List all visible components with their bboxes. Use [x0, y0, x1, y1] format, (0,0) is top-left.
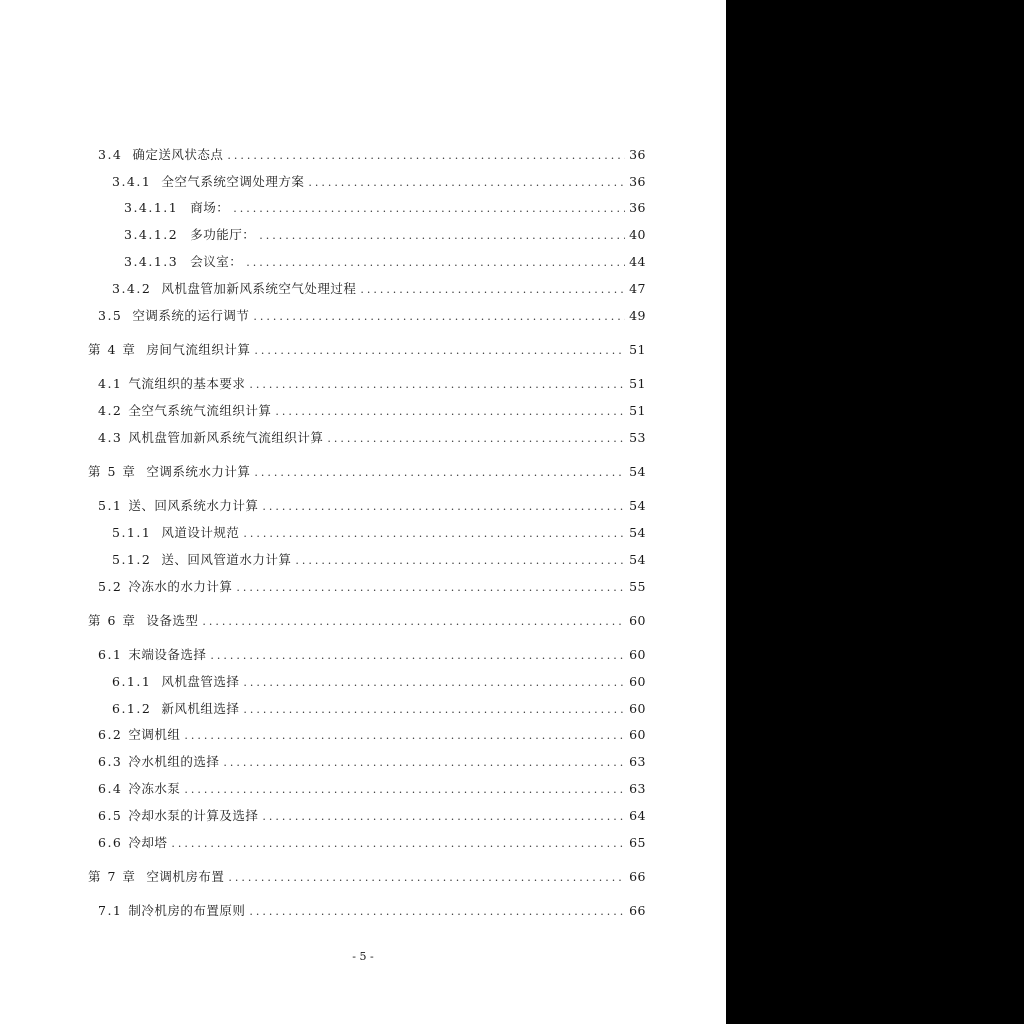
- toc-entry[interactable]: [98, 780, 646, 798]
- toc-entry-number: 6.1.1: [112, 674, 152, 689]
- toc-entry-page-number: 54: [629, 498, 646, 513]
- toc-entry-number: 3.4.1.1: [124, 200, 179, 215]
- toc-dot-leader: [360, 281, 625, 299]
- toc-entry-number: 6.1: [98, 647, 123, 662]
- toc-dot-leader: [202, 613, 625, 631]
- toc-entry-title: 空调机房布置: [146, 869, 225, 884]
- toc-entry-number: 3.4.1: [112, 174, 152, 189]
- toc-dot-leader: [171, 835, 625, 853]
- toc-entry-page-number: 63: [629, 754, 646, 769]
- toc-dot-leader: [184, 727, 625, 745]
- toc-entry[interactable]: [112, 524, 646, 542]
- toc-entry-title: 设备选型: [146, 613, 199, 628]
- toc-entry[interactable]: [124, 199, 646, 217]
- toc-entry-page-number: 65: [629, 835, 646, 850]
- toc-entry-number: 6.1.2: [112, 701, 152, 716]
- toc-entry-title: 全空气系统空调处理方案: [161, 174, 305, 189]
- toc-entry-number: 7.1: [98, 903, 123, 918]
- toc-dot-leader: [243, 525, 625, 543]
- toc-entry[interactable]: [88, 463, 646, 481]
- toc-entry[interactable]: [98, 753, 646, 771]
- toc-entry-number: 4.1: [98, 376, 123, 391]
- toc-entry-title: 空调系统水力计算: [146, 464, 251, 479]
- toc-entry-number: 3.5: [98, 308, 123, 323]
- toc-entry[interactable]: [98, 497, 646, 515]
- toc-entry-page-number: 60: [629, 674, 646, 689]
- toc-entry-number: 5.2: [98, 579, 123, 594]
- toc-dot-leader: [262, 498, 625, 516]
- toc-entry-title: 送、回风管道水力计算: [161, 552, 292, 567]
- toc-dot-leader: [249, 903, 625, 921]
- toc-dot-leader: [308, 174, 625, 192]
- toc-entry[interactable]: [112, 700, 646, 718]
- toc-entry[interactable]: [124, 253, 646, 271]
- toc-entry[interactable]: [98, 402, 646, 420]
- toc-entry-page-number: 40: [629, 227, 646, 242]
- toc-entry-page-number: 55: [629, 579, 646, 594]
- toc-entry-title: 冷冻水的水力计算: [128, 579, 233, 594]
- toc-entry[interactable]: [112, 673, 646, 691]
- toc-entry-title: 制冷机房的布置原则: [128, 903, 246, 918]
- toc-entry-title: 冷却水泵的计算及选择: [128, 808, 259, 823]
- toc-entry-page-number: 60: [629, 727, 646, 742]
- toc-entry-title: 确定送风状态点: [132, 147, 224, 162]
- toc-entry-title: 新风机组选择: [161, 701, 240, 716]
- toc-entry[interactable]: [98, 146, 646, 164]
- toc-entry[interactable]: [98, 902, 646, 920]
- toc-entry-title: 风机盘管选择: [161, 674, 240, 689]
- toc-dot-leader: [254, 464, 625, 482]
- toc-entry-page-number: 60: [629, 647, 646, 662]
- toc-entry[interactable]: [98, 834, 646, 852]
- toc-entry[interactable]: [112, 280, 646, 298]
- toc-entry-title: 多功能厅：: [190, 227, 256, 242]
- toc-entry-number: 4.2: [98, 403, 123, 418]
- toc-entry-number: 5.1: [98, 498, 123, 513]
- toc-entry[interactable]: [88, 868, 646, 886]
- toc-dot-leader: [223, 754, 625, 772]
- toc-entry[interactable]: [112, 551, 646, 569]
- toc-entry-title: 送、回风系统水力计算: [128, 498, 259, 513]
- toc-entry-number: 第 4 章: [88, 342, 137, 357]
- toc-dot-leader: [249, 376, 625, 394]
- toc-entry-title: 末端设备选择: [128, 647, 207, 662]
- toc-dot-leader: [327, 430, 625, 448]
- toc-entry[interactable]: [98, 375, 646, 393]
- toc-entry-page-number: 53: [629, 430, 646, 445]
- toc-entry-page-number: 51: [629, 403, 646, 418]
- toc-entry-title: 会议室：: [190, 254, 243, 269]
- toc-dot-leader: [262, 808, 625, 826]
- toc-entry-page-number: 66: [629, 869, 646, 884]
- toc-entry-number: 5.1.2: [112, 552, 152, 567]
- toc-entry[interactable]: [88, 612, 646, 630]
- toc-entry-number: 6.2: [98, 727, 123, 742]
- toc-dot-leader: [184, 781, 625, 799]
- toc-entry-title: 气流组织的基本要求: [128, 376, 246, 391]
- toc-entry-title: 全空气系统气流组织计算: [128, 403, 272, 418]
- toc-dot-leader: [259, 227, 625, 245]
- toc-entry-page-number: 54: [629, 552, 646, 567]
- toc-entry-page-number: 54: [629, 464, 646, 479]
- page-footer-number: - 5 -: [352, 950, 374, 963]
- toc-dot-leader: [243, 674, 625, 692]
- toc-entry-title: 风机盘管加新风系统空气处理过程: [161, 281, 357, 296]
- toc-entry-page-number: 44: [629, 254, 646, 269]
- toc-dot-leader: [253, 308, 625, 326]
- toc-entry-number: 4.3: [98, 430, 123, 445]
- toc-entry-page-number: 36: [629, 174, 646, 189]
- toc-entry-title: 空调机组: [128, 727, 181, 742]
- toc-entry-number: 6.5: [98, 808, 123, 823]
- toc-entry-page-number: 36: [629, 200, 646, 215]
- toc-entry-page-number: 60: [629, 701, 646, 716]
- toc-entry[interactable]: [98, 646, 646, 664]
- toc-entry[interactable]: [88, 341, 646, 359]
- toc-entry-title: 商场：: [190, 200, 230, 215]
- toc-dot-leader: [295, 552, 625, 570]
- toc-entry[interactable]: [98, 307, 646, 325]
- toc-entry-title: 冷冻水泵: [128, 781, 181, 796]
- toc-entry-number: 第 6 章: [88, 613, 137, 628]
- toc-entry-title: 风道设计规范: [161, 525, 240, 540]
- toc-entry-page-number: 54: [629, 525, 646, 540]
- toc-entry-number: 5.1.1: [112, 525, 152, 540]
- toc-entry-title: 房间气流组织计算: [146, 342, 251, 357]
- toc-dot-leader: [236, 579, 625, 597]
- toc-dot-leader: [275, 403, 625, 421]
- toc-dot-leader: [228, 869, 625, 887]
- toc-entry-page-number: 60: [629, 613, 646, 628]
- toc-entry-page-number: 47: [629, 281, 646, 296]
- toc-dot-leader: [233, 200, 625, 218]
- toc-entry[interactable]: [98, 578, 646, 596]
- toc-entry-number: 第 7 章: [88, 869, 137, 884]
- toc-entry[interactable]: [124, 226, 646, 244]
- toc-entry-page-number: 66: [629, 903, 646, 918]
- toc-entry-page-number: 63: [629, 781, 646, 796]
- toc-entry[interactable]: [98, 429, 646, 447]
- toc-dot-leader: [227, 147, 625, 165]
- toc-entry-page-number: 51: [629, 342, 646, 357]
- toc-entry-title: 风机盘管加新风系统气流组织计算: [128, 430, 324, 445]
- toc-dot-leader: [246, 254, 625, 272]
- toc-entry-title: 冷却塔: [128, 835, 168, 850]
- toc-entry-page-number: 64: [629, 808, 646, 823]
- toc-entry-number: 第 5 章: [88, 464, 137, 479]
- toc-entry[interactable]: [98, 726, 646, 744]
- black-margin: [726, 0, 1024, 1024]
- toc-entry-number: 3.4: [98, 147, 123, 162]
- toc-entry-page-number: 51: [629, 376, 646, 391]
- toc-dot-leader: [254, 342, 625, 360]
- toc-entry-number: 3.4.2: [112, 281, 152, 296]
- toc-entry-number: 6.3: [98, 754, 123, 769]
- toc-entry-title: 空调系统的运行调节: [132, 308, 250, 323]
- toc-entry[interactable]: [112, 173, 646, 191]
- toc-entry-number: 3.4.1.2: [124, 227, 179, 242]
- toc-entry[interactable]: [98, 807, 646, 825]
- toc-entry-number: 6.6: [98, 835, 123, 850]
- toc-entry-page-number: 49: [629, 308, 646, 323]
- toc-entry-page-number: 36: [629, 147, 646, 162]
- toc-entry-number: 3.4.1.3: [124, 254, 179, 269]
- toc-entry-number: 6.4: [98, 781, 123, 796]
- toc-dot-leader: [210, 647, 625, 665]
- toc-entry-title: 冷水机组的选择: [128, 754, 220, 769]
- toc-dot-leader: [243, 701, 625, 719]
